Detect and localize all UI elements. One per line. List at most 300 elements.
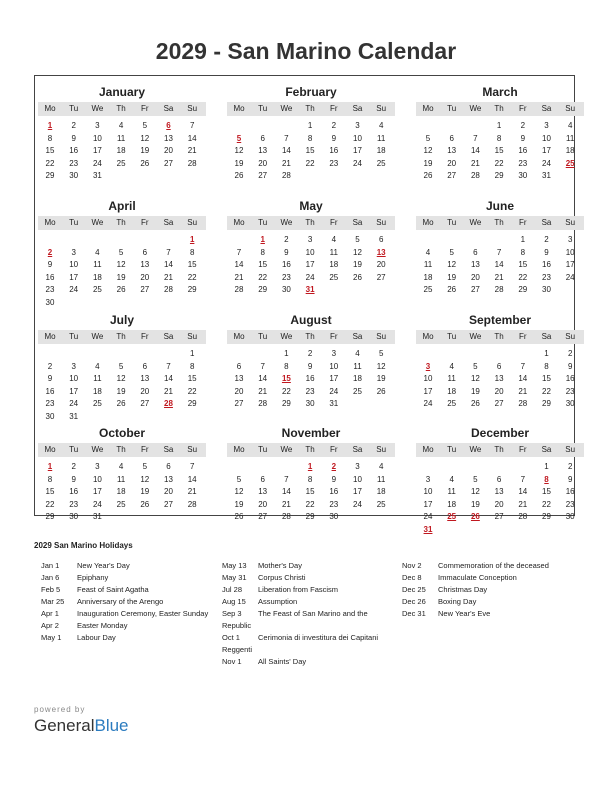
day-cell: 9 [47, 260, 53, 269]
holiday-name: Easter Monday [77, 621, 128, 630]
day-cell: 28 [281, 512, 291, 521]
day-cell: 15 [45, 487, 55, 496]
day-cell: 27 [140, 399, 150, 408]
day-cell: 1 [544, 462, 549, 471]
day-cell: 21 [470, 158, 480, 168]
holiday-day: 8 [544, 474, 549, 484]
day-cell: 19 [140, 487, 150, 496]
holiday-day: 31 [305, 285, 315, 294]
holiday-date: Republic [222, 621, 252, 630]
day-cell: 15 [187, 260, 197, 269]
weekday-label: Th [305, 104, 315, 113]
day-cell: 16 [69, 146, 79, 155]
weekday-label: We [469, 332, 482, 341]
day-cell: 3 [567, 235, 573, 244]
day-cell: 20 [376, 260, 386, 269]
day-cell: 4 [95, 247, 100, 257]
day-cell: 27 [140, 285, 150, 294]
day-cell: 13 [447, 146, 457, 155]
day-cell: 15 [518, 260, 528, 269]
weekday-header [416, 443, 584, 457]
holiday-item [41, 632, 216, 644]
day-cell: 7 [166, 247, 171, 257]
day-cell: 10 [565, 247, 575, 257]
day-cell: 13 [140, 260, 150, 269]
day-cell: 21 [187, 487, 197, 496]
holiday-item [222, 632, 397, 644]
weekday-label: Mo [44, 332, 56, 341]
day-cell: 20 [258, 158, 268, 168]
day-cell: 25 [116, 499, 126, 509]
holiday-item [402, 584, 577, 596]
day-cell: 5 [473, 474, 478, 484]
weekday-label: Sa [541, 218, 552, 227]
day-cell: 6 [166, 462, 171, 471]
weekday-label: Fr [519, 218, 527, 227]
holiday-name: Corpus Christi [258, 573, 306, 582]
holiday-date: Oct 1 [222, 633, 240, 642]
weekday-label: Th [305, 445, 315, 454]
day-cell: 27 [447, 171, 457, 180]
day-cell: 5 [425, 133, 431, 143]
day-cell: 15 [187, 374, 197, 383]
weekday-label: Tu [447, 332, 457, 341]
holiday-date: Sep 3 [222, 609, 242, 618]
day-cell: 13 [140, 374, 150, 383]
day-cell: 5 [473, 361, 478, 371]
holiday-name: Inauguration Ceremony, Easter Sunday [77, 609, 209, 618]
day-cell: 20 [494, 386, 504, 396]
day-cell: 28 [187, 499, 197, 509]
day-cell: 26 [234, 512, 244, 521]
holiday-name: The Feast of San Marino and the [258, 609, 368, 618]
day-cell: 6 [236, 361, 242, 371]
day-cell: 6 [260, 133, 265, 143]
day-cell: 18 [116, 146, 126, 155]
weekday-label: Tu [447, 218, 457, 227]
holiday-item [402, 608, 577, 620]
day-cell: 9 [71, 474, 76, 484]
day-cell: 26 [423, 171, 433, 180]
day-cell: 20 [494, 499, 504, 509]
weekday-label: Mo [44, 218, 56, 227]
day-cell: 27 [258, 171, 268, 180]
page-title: 2029 - San Marino Calendar [155, 38, 457, 64]
day-cell: 5 [142, 462, 148, 471]
day-cell: 12 [470, 374, 480, 383]
day-cell: 19 [353, 260, 362, 269]
day-cell: 3 [95, 121, 100, 130]
day-cell: 1 [307, 121, 313, 130]
holiday-column [402, 560, 577, 620]
day-cell: 24 [423, 399, 433, 408]
holiday-date: Aug 15 [222, 597, 246, 606]
day-cell: 10 [69, 374, 79, 383]
weekday-label: Fr [330, 445, 338, 454]
day-cell: 12 [376, 361, 386, 371]
day-cell: 29 [45, 512, 55, 521]
day-cell: 18 [447, 386, 457, 396]
holiday-date: Apr 2 [41, 621, 59, 630]
weekday-header [38, 330, 206, 344]
day-cell: 7 [260, 361, 265, 371]
day-cell: 27 [470, 285, 480, 294]
day-cell: 19 [470, 499, 480, 509]
day-cell: 3 [307, 235, 313, 244]
day-cell: 19 [116, 386, 126, 396]
day-cell: 25 [423, 285, 433, 294]
holiday-item [402, 572, 577, 584]
day-cell: 20 [258, 499, 268, 509]
day-cell: 7 [496, 247, 502, 257]
day-cell: 24 [305, 272, 315, 282]
month-name: November [281, 426, 341, 440]
day-cell: 30 [45, 411, 55, 421]
day-cell: 4 [449, 361, 454, 371]
day-cell: 5 [378, 349, 384, 358]
day-cell: 15 [542, 487, 551, 496]
day-cell: 9 [567, 474, 573, 484]
day-cell: 21 [518, 499, 528, 509]
day-cell: 16 [542, 260, 551, 269]
holiday-item [222, 572, 397, 584]
day-cell: 24 [92, 499, 102, 509]
month-name: July [109, 313, 134, 327]
day-cell: 26 [470, 399, 480, 408]
day-cell: 30 [565, 399, 575, 408]
holiday-item [402, 596, 577, 608]
day-cell: 18 [92, 272, 102, 282]
weekday-label: We [280, 445, 293, 454]
day-cell: 26 [234, 171, 244, 180]
day-cell: 25 [329, 272, 339, 282]
day-cell: 6 [260, 474, 265, 484]
month-name: October [98, 426, 145, 440]
day-cell: 14 [187, 133, 197, 143]
weekday-label: Mo [422, 218, 434, 227]
day-cell: 29 [45, 171, 55, 180]
holiday-name: New Year's Eve [438, 609, 491, 618]
day-cell: 9 [47, 374, 53, 383]
day-cell: 9 [307, 361, 313, 371]
weekday-label: We [469, 218, 482, 227]
weekday-label: Mo [233, 332, 245, 341]
weekday-label: We [91, 104, 104, 113]
weekday-header [416, 102, 584, 116]
day-cell: 16 [329, 146, 339, 155]
weekday-label: Sa [541, 104, 552, 113]
holiday-date: Mar 25 [41, 597, 65, 606]
day-cell: 31 [69, 411, 79, 421]
weekday-label: Tu [447, 104, 457, 113]
weekday-label: Tu [258, 218, 268, 227]
day-cell: 9 [71, 133, 76, 143]
holiday-date: Jul 28 [222, 585, 243, 594]
day-cell: 8 [496, 133, 502, 143]
day-cell: 17 [329, 374, 339, 383]
day-cell: 6 [496, 474, 502, 484]
day-cell: 4 [331, 235, 337, 244]
weekday-label: Th [305, 218, 315, 227]
day-cell: 17 [92, 487, 102, 496]
day-cell: 12 [423, 146, 433, 155]
day-cell: 28 [164, 285, 173, 294]
day-cell: 8 [307, 474, 313, 484]
month-name: February [285, 85, 337, 99]
day-cell: 15 [305, 146, 315, 155]
weekday-label: We [469, 445, 482, 454]
day-cell: 26 [116, 285, 126, 294]
day-cell: 5 [142, 121, 148, 130]
day-cell: 10 [69, 260, 79, 269]
day-cell: 20 [140, 386, 150, 396]
day-cell: 11 [377, 474, 386, 484]
day-cell: 18 [423, 272, 433, 282]
day-cell: 14 [281, 146, 291, 155]
month-august [227, 311, 395, 411]
holiday-day: 28 [164, 399, 173, 408]
day-cell: 24 [423, 512, 433, 521]
day-cell: 18 [565, 146, 575, 155]
day-cell: 14 [164, 260, 173, 269]
day-cell: 26 [140, 158, 150, 168]
holiday-date: Dec 26 [402, 597, 426, 606]
holiday-day: 2 [331, 462, 337, 471]
day-cell: 28 [281, 171, 291, 180]
day-cell: 23 [329, 499, 339, 509]
weekday-label: Tu [447, 445, 457, 454]
day-cell: 25 [353, 386, 362, 396]
day-cell: 27 [376, 272, 386, 282]
holiday-day: 1 [260, 235, 265, 244]
day-cell: 22 [542, 386, 551, 396]
weekday-label: Th [116, 104, 126, 113]
day-cell: 22 [305, 499, 315, 509]
day-cell: 23 [69, 499, 79, 509]
brand-general: General [34, 716, 95, 735]
holiday-date: Dec 8 [402, 573, 422, 582]
holiday-name: All Saints' Day [258, 657, 307, 666]
day-cell: 9 [284, 247, 289, 257]
day-cell: 28 [258, 399, 268, 408]
day-cell: 5 [236, 474, 242, 484]
day-cell: 15 [258, 260, 268, 269]
holiday-name: Immaculate Conception [438, 573, 517, 582]
weekday-label: Fr [519, 445, 527, 454]
day-cell: 25 [376, 158, 386, 168]
day-cell: 30 [45, 297, 55, 307]
day-cell: 14 [470, 146, 480, 155]
day-cell: 13 [494, 374, 504, 383]
holiday-day: 3 [425, 361, 431, 371]
weekday-label: Su [376, 218, 387, 227]
day-cell: 14 [187, 474, 197, 484]
weekday-label: Su [565, 104, 576, 113]
day-cell: 11 [93, 374, 102, 383]
holiday-column [222, 560, 397, 668]
day-cell: 10 [423, 487, 433, 496]
day-cell: 5 [355, 235, 360, 244]
day-cell: 20 [234, 386, 244, 396]
day-cell: 8 [47, 474, 53, 484]
day-cell: 13 [494, 487, 504, 496]
day-cell: 29 [187, 399, 197, 408]
day-cell: 2 [71, 462, 76, 471]
day-cell: 14 [258, 374, 268, 383]
holiday-date: Nov 2 [402, 561, 422, 570]
weekday-label: Su [565, 332, 576, 341]
holiday-day: 1 [47, 462, 53, 471]
day-cell: 4 [449, 474, 454, 484]
month-name: May [299, 199, 323, 213]
weekday-label: Su [565, 218, 576, 227]
day-cell: 17 [305, 260, 315, 269]
day-cell: 14 [518, 374, 528, 383]
holiday-item [222, 596, 397, 608]
day-cell: 17 [353, 487, 362, 496]
day-cell: 28 [187, 158, 197, 168]
day-cell: 25 [92, 399, 102, 408]
day-cell: 11 [447, 374, 456, 383]
day-cell: 18 [92, 386, 102, 396]
day-cell: 3 [331, 349, 337, 358]
month-name: September [468, 313, 532, 327]
day-cell: 25 [92, 285, 102, 294]
day-cell: 7 [189, 121, 195, 130]
day-cell: 22 [258, 272, 268, 282]
weekday-header [38, 102, 206, 116]
generalblue-logo[interactable] [34, 716, 129, 736]
day-cell: 28 [518, 512, 528, 521]
weekday-label: Mo [422, 332, 434, 341]
day-cell: 26 [353, 272, 362, 282]
day-cell: 13 [164, 474, 173, 484]
day-cell: 24 [353, 499, 362, 509]
weekday-label: Sa [352, 218, 363, 227]
day-cell: 24 [92, 158, 102, 168]
day-cell: 19 [234, 158, 244, 168]
day-cell: 29 [281, 399, 291, 408]
day-cell: 27 [494, 512, 504, 521]
holiday-name: Anniversary of the Arengo [77, 597, 164, 606]
holiday-item [222, 620, 397, 632]
month-july [38, 311, 206, 421]
weekday-label: Fr [330, 218, 338, 227]
day-cell: 5 [449, 247, 454, 257]
weekday-label: Sa [163, 218, 174, 227]
holiday-day: 13 [376, 247, 386, 257]
day-cell: 4 [95, 361, 100, 371]
day-cell: 21 [281, 499, 291, 509]
day-cell: 14 [494, 260, 504, 269]
weekday-label: Su [187, 332, 198, 341]
holiday-name: Commemoration of the deceased [438, 561, 549, 570]
day-cell: 2 [544, 235, 549, 244]
day-cell: 20 [164, 146, 173, 155]
day-cell: 20 [164, 487, 173, 496]
weekday-header [227, 216, 395, 230]
weekday-label: Th [494, 218, 504, 227]
day-cell: 2 [71, 121, 76, 130]
day-cell: 18 [329, 260, 339, 269]
day-cell: 23 [69, 158, 79, 168]
weekday-label: Fr [141, 104, 149, 113]
day-cell: 15 [45, 146, 55, 155]
weekday-label: Mo [233, 218, 245, 227]
day-cell: 15 [494, 146, 504, 155]
day-cell: 8 [520, 247, 526, 257]
weekday-header [227, 102, 395, 116]
day-cell: 21 [258, 386, 268, 396]
day-cell: 4 [425, 247, 431, 257]
holiday-date: Apr 1 [41, 609, 59, 618]
holiday-item [222, 608, 397, 620]
day-cell: 24 [69, 399, 79, 408]
day-cell: 7 [284, 474, 289, 484]
weekday-label: Th [494, 445, 504, 454]
day-cell: 23 [329, 158, 339, 168]
weekday-label: We [280, 332, 293, 341]
day-cell: 9 [544, 247, 549, 257]
day-cell: 18 [376, 146, 386, 155]
day-cell: 8 [260, 247, 265, 257]
day-cell: 18 [353, 374, 362, 383]
weekday-label: Th [116, 218, 126, 227]
day-cell: 14 [518, 487, 528, 496]
day-cell: 12 [116, 374, 126, 383]
day-cell: 2 [520, 121, 526, 130]
weekday-label: We [91, 445, 104, 454]
weekday-label: Tu [69, 445, 79, 454]
weekday-label: Fr [141, 332, 149, 341]
holidays-title: 2029 San Marino Holidays [34, 541, 133, 550]
holiday-date: May 1 [41, 633, 62, 642]
day-cell: 23 [45, 399, 55, 408]
holiday-day: 26 [470, 512, 480, 521]
holiday-day: 2 [47, 247, 53, 257]
day-cell: 19 [447, 272, 457, 282]
day-cell: 6 [449, 133, 454, 143]
weekday-label: Th [494, 332, 504, 341]
day-cell: 1 [520, 235, 526, 244]
weekday-label: Sa [163, 332, 174, 341]
weekday-label: Mo [233, 445, 245, 454]
month-name: August [290, 313, 332, 327]
day-cell: 31 [92, 171, 102, 180]
day-cell: 22 [542, 499, 551, 509]
day-cell: 1 [189, 349, 195, 358]
holiday-date: Dec 25 [402, 585, 426, 594]
day-cell: 13 [164, 133, 173, 143]
day-cell: 10 [92, 133, 102, 143]
holiday-date: Jan 1 [41, 561, 60, 570]
holiday-item [41, 584, 216, 596]
holiday-name: Labour Day [77, 633, 116, 642]
day-cell: 11 [116, 474, 126, 484]
day-cell: 9 [567, 361, 573, 371]
day-cell: 30 [565, 512, 575, 521]
day-cell: 2 [307, 349, 313, 358]
day-cell: 2 [567, 462, 573, 471]
weekday-label: We [91, 218, 104, 227]
day-cell: 22 [187, 272, 197, 282]
month-name: December [470, 426, 530, 440]
day-cell: 29 [542, 399, 551, 408]
weekday-label: Sa [163, 445, 174, 454]
weekday-label: Tu [69, 218, 79, 227]
day-cell: 15 [305, 487, 315, 496]
day-cell: 27 [164, 158, 173, 168]
